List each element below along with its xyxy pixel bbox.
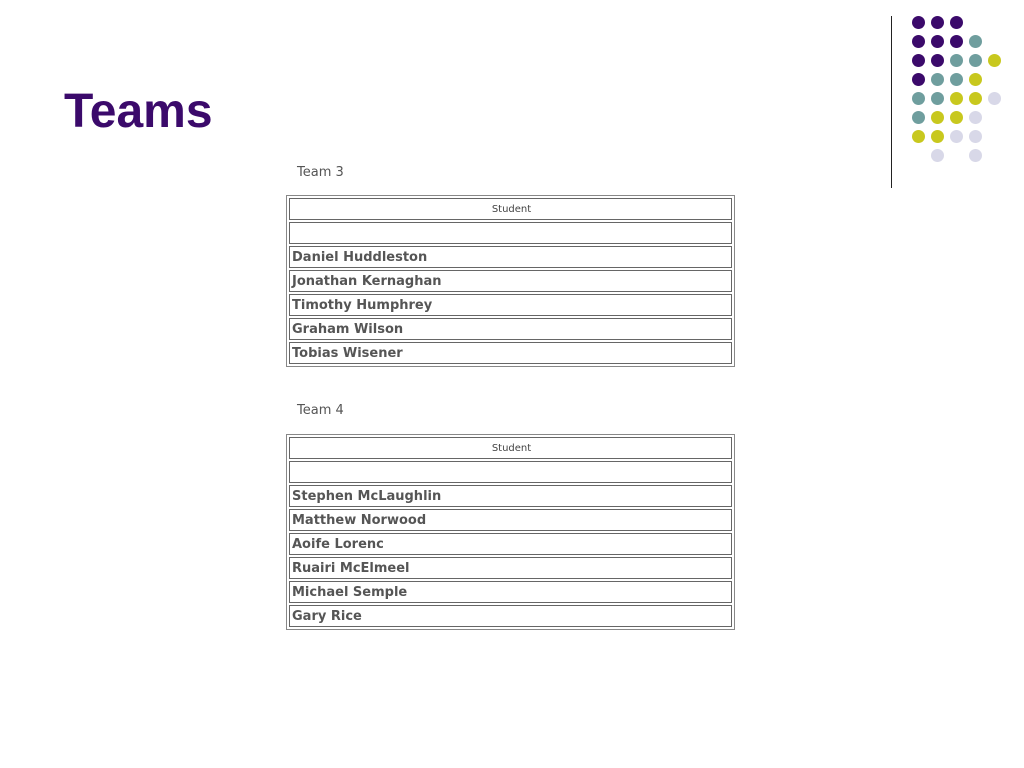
decorative-dot	[912, 16, 925, 29]
student-cell: Graham Wilson	[289, 318, 732, 340]
decorative-dot	[931, 54, 944, 67]
decorative-dot	[969, 73, 982, 86]
decorative-dot	[950, 111, 963, 124]
decorative-dot	[950, 54, 963, 67]
student-cell: Tobias Wisener	[289, 342, 732, 364]
table-header-row	[289, 198, 732, 220]
table-row	[289, 270, 732, 292]
table-row	[289, 605, 732, 627]
decorative-dot	[969, 130, 982, 143]
team-4-label: Team 4	[297, 403, 344, 418]
decorative-dot	[969, 35, 982, 48]
decorative-dot	[931, 16, 944, 29]
student-cell: Jonathan Kernaghan	[289, 270, 732, 292]
student-cell: Matthew Norwood	[289, 509, 732, 531]
table-row	[289, 461, 732, 483]
table-row	[289, 485, 732, 507]
table-row	[289, 581, 732, 603]
decorative-dot	[912, 130, 925, 143]
team-3-table	[286, 195, 735, 367]
decorative-dot	[931, 149, 944, 162]
decorative-dot	[988, 54, 1001, 67]
student-cell: Aoife Lorenc	[289, 533, 732, 555]
table-row	[289, 222, 732, 244]
decorative-dot	[912, 92, 925, 105]
decorative-dot	[969, 54, 982, 67]
decorative-dot	[950, 130, 963, 143]
decorative-dot	[931, 92, 944, 105]
table-header-row	[289, 437, 732, 459]
student-column-header: Student	[289, 437, 732, 459]
student-cell: Gary Rice	[289, 605, 732, 627]
table-row	[289, 318, 732, 340]
decorative-dot	[969, 111, 982, 124]
decorative-dot	[950, 35, 963, 48]
team-3-label: Team 3	[297, 165, 344, 180]
decorative-dot	[950, 92, 963, 105]
decorative-dot	[912, 54, 925, 67]
decorative-dot	[950, 16, 963, 29]
decorative-dot	[950, 73, 963, 86]
student-cell: Stephen McLaughlin	[289, 485, 732, 507]
table-row	[289, 246, 732, 268]
decorative-dot	[912, 111, 925, 124]
decorative-dot	[931, 130, 944, 143]
table-row	[289, 342, 732, 364]
student-cell: Ruairi McElmeel	[289, 557, 732, 579]
table-row	[289, 533, 732, 555]
table-row	[289, 509, 732, 531]
slide-title: Teams	[64, 85, 213, 138]
decorative-dot	[912, 35, 925, 48]
student-cell: Daniel Huddleston	[289, 246, 732, 268]
decorative-divider-line	[891, 16, 892, 188]
student-cell	[289, 222, 732, 244]
table-row	[289, 294, 732, 316]
student-cell: Timothy Humphrey	[289, 294, 732, 316]
student-cell: Michael Semple	[289, 581, 732, 603]
team-4-table	[286, 434, 735, 630]
table-row	[289, 557, 732, 579]
decorative-dot	[931, 35, 944, 48]
decorative-dot	[969, 92, 982, 105]
decorative-dot	[931, 73, 944, 86]
decorative-dot	[931, 111, 944, 124]
student-column-header: Student	[289, 198, 732, 220]
decorative-dot	[912, 73, 925, 86]
decorative-dot	[988, 92, 1001, 105]
decorative-dot	[969, 149, 982, 162]
student-cell	[289, 461, 732, 483]
